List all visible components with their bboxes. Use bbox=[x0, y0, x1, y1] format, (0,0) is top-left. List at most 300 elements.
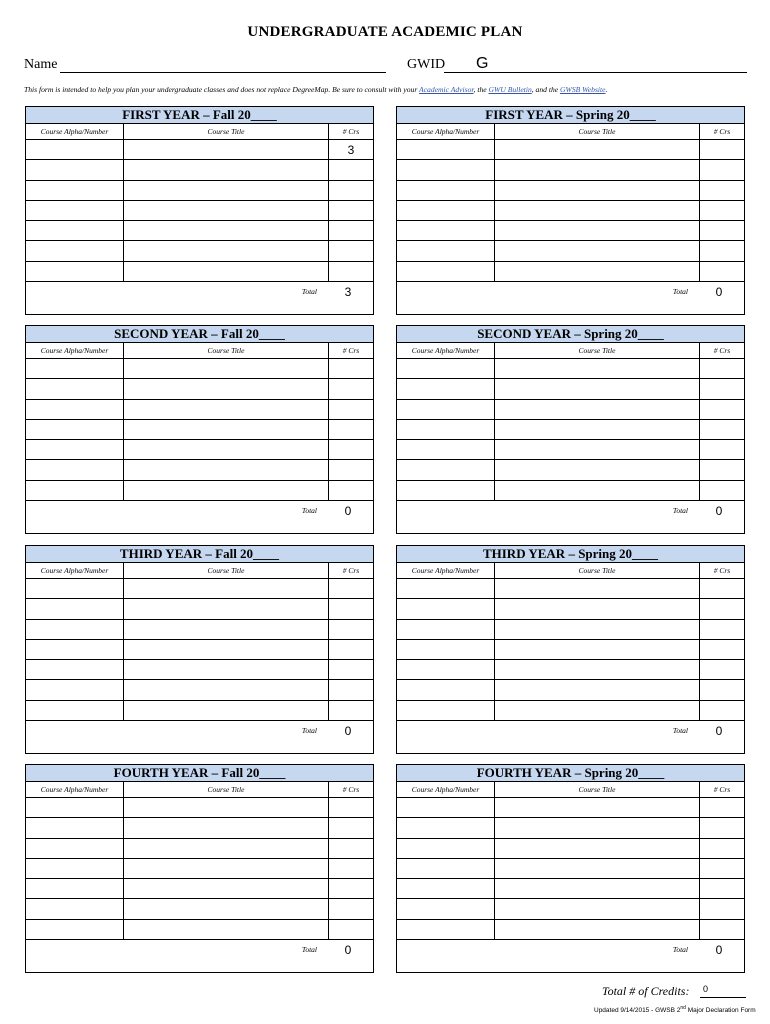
course-alpha-input[interactable] bbox=[26, 798, 124, 817]
course-credits-input[interactable] bbox=[700, 160, 744, 179]
course-alpha-input[interactable] bbox=[26, 460, 124, 479]
academic-advisor-link[interactable]: Academic Advisor bbox=[419, 85, 474, 94]
course-alpha-input[interactable] bbox=[397, 140, 495, 159]
course-alpha-input[interactable] bbox=[397, 818, 495, 837]
col-header-credits: # Crs bbox=[342, 346, 360, 355]
course-alpha-input[interactable] bbox=[26, 481, 124, 500]
course-credits-input[interactable] bbox=[700, 899, 744, 918]
course-credits-input[interactable] bbox=[329, 241, 373, 260]
col-header-course-alpha: Course Alpha/Number bbox=[397, 343, 495, 358]
course-title-input[interactable] bbox=[124, 660, 329, 679]
course-row bbox=[26, 201, 373, 221]
course-title-input[interactable] bbox=[124, 359, 329, 378]
course-credits-input[interactable] bbox=[700, 241, 744, 260]
course-row bbox=[26, 221, 373, 241]
course-credits-input[interactable] bbox=[700, 181, 744, 200]
course-row bbox=[26, 879, 373, 899]
course-row bbox=[397, 460, 744, 480]
total-label: Total bbox=[301, 287, 317, 297]
course-alpha-input[interactable] bbox=[26, 859, 124, 878]
course-credits-input[interactable] bbox=[700, 420, 744, 439]
course-title-input[interactable] bbox=[495, 899, 700, 918]
total-label: Total bbox=[301, 506, 317, 516]
gwsb-website-link[interactable]: GWSB Website bbox=[560, 85, 606, 94]
course-row bbox=[397, 400, 744, 420]
course-credits-input[interactable] bbox=[329, 160, 373, 179]
course-alpha-input[interactable] bbox=[26, 899, 124, 918]
course-credits-input[interactable] bbox=[329, 680, 373, 699]
total-label: Total bbox=[301, 726, 317, 736]
course-title-input[interactable] bbox=[124, 241, 329, 260]
total-row bbox=[397, 940, 744, 960]
course-alpha-input[interactable] bbox=[397, 400, 495, 419]
course-credits-input[interactable] bbox=[329, 899, 373, 918]
course-alpha-input[interactable] bbox=[397, 640, 495, 659]
col-header-course-title: Course Title bbox=[495, 782, 700, 797]
course-credits-input[interactable] bbox=[329, 660, 373, 679]
course-row bbox=[397, 181, 744, 201]
course-alpha-input[interactable] bbox=[397, 379, 495, 398]
course-row bbox=[26, 241, 373, 261]
course-alpha-input[interactable] bbox=[397, 221, 495, 240]
course-title-input[interactable] bbox=[495, 481, 700, 500]
course-alpha-input[interactable] bbox=[26, 262, 124, 281]
intro-text-start: This form is intended to help you plan your undergraduate classes and does not replace DegreeMap. Be sure to consult with your bbox=[24, 85, 420, 94]
course-title-input[interactable] bbox=[495, 859, 700, 878]
course-credits-input[interactable] bbox=[329, 839, 373, 858]
course-title-input[interactable] bbox=[124, 420, 329, 439]
course-title-input[interactable] bbox=[495, 680, 700, 699]
course-alpha-input[interactable] bbox=[26, 400, 124, 419]
intro-text-end: . bbox=[605, 85, 608, 94]
total-label: Total bbox=[672, 287, 688, 297]
course-title-input[interactable] bbox=[124, 879, 329, 898]
semester-table bbox=[396, 764, 745, 973]
col-header-course-title: Course Title bbox=[124, 124, 329, 139]
course-row bbox=[26, 798, 373, 818]
course-alpha-input[interactable] bbox=[397, 859, 495, 878]
course-credits-input[interactable] bbox=[700, 818, 744, 837]
course-alpha-input[interactable] bbox=[397, 481, 495, 500]
col-header-course-alpha: Course Alpha/Number bbox=[397, 124, 495, 139]
course-title-input[interactable] bbox=[495, 221, 700, 240]
course-credits-input[interactable] bbox=[329, 640, 373, 659]
course-alpha-input[interactable] bbox=[397, 680, 495, 699]
course-credits-input[interactable] bbox=[700, 201, 744, 220]
total-row bbox=[26, 282, 373, 302]
course-credits-input[interactable] bbox=[700, 221, 744, 240]
gwid-label: GWID bbox=[407, 57, 446, 72]
intro-text-mid2: , and the bbox=[531, 85, 561, 94]
course-alpha-input[interactable] bbox=[26, 701, 124, 720]
course-row bbox=[397, 839, 744, 859]
course-credits-input[interactable] bbox=[329, 798, 373, 817]
total-row bbox=[397, 721, 744, 741]
course-credits-input[interactable] bbox=[329, 920, 373, 939]
total-row bbox=[397, 501, 744, 521]
course-title-input[interactable] bbox=[495, 262, 700, 281]
course-title-input[interactable] bbox=[124, 701, 329, 720]
col-header-course-title: Course Title bbox=[495, 124, 700, 139]
col-header-course-title: Course Title bbox=[495, 343, 700, 358]
course-row bbox=[26, 660, 373, 680]
course-alpha-input[interactable] bbox=[26, 221, 124, 240]
semester-total-field[interactable]: 0 bbox=[715, 285, 723, 300]
total-credits-field[interactable]: 0 bbox=[700, 984, 746, 998]
course-credits-input[interactable] bbox=[329, 379, 373, 398]
course-title-input[interactable] bbox=[495, 599, 700, 618]
course-row bbox=[397, 221, 744, 241]
total-row bbox=[26, 721, 373, 741]
col-header-credits: # Crs bbox=[713, 566, 731, 575]
course-alpha-input[interactable] bbox=[397, 241, 495, 260]
col-header-course-title: Course Title bbox=[124, 563, 329, 578]
course-credits-input[interactable] bbox=[329, 859, 373, 878]
course-title-input[interactable] bbox=[495, 879, 700, 898]
course-alpha-input[interactable] bbox=[26, 140, 124, 159]
course-title-input[interactable] bbox=[495, 201, 700, 220]
course-alpha-input[interactable] bbox=[397, 201, 495, 220]
course-title-input[interactable] bbox=[495, 620, 700, 639]
semester-title: THIRD YEAR – Spring 20____ bbox=[397, 546, 744, 563]
col-header-course-alpha: Course Alpha/Number bbox=[26, 343, 124, 358]
column-headers bbox=[26, 343, 373, 359]
course-credits-input[interactable] bbox=[700, 262, 744, 281]
gwid-field[interactable]: G bbox=[444, 55, 747, 73]
course-row bbox=[26, 579, 373, 599]
course-alpha-input[interactable] bbox=[397, 359, 495, 378]
course-alpha-input[interactable] bbox=[26, 201, 124, 220]
col-header-credits: # Crs bbox=[342, 127, 360, 136]
course-row bbox=[397, 481, 744, 501]
course-row bbox=[397, 420, 744, 440]
course-alpha-input[interactable] bbox=[26, 660, 124, 679]
course-credits-input[interactable] bbox=[329, 440, 373, 459]
course-title-input[interactable] bbox=[495, 400, 700, 419]
course-credits-input[interactable] bbox=[700, 579, 744, 598]
total-label: Total bbox=[672, 506, 688, 516]
intro-text bbox=[24, 85, 754, 94]
course-alpha-input[interactable] bbox=[397, 460, 495, 479]
course-title-input[interactable] bbox=[495, 579, 700, 598]
course-title-input[interactable] bbox=[495, 798, 700, 817]
course-title-input[interactable] bbox=[495, 379, 700, 398]
course-row bbox=[26, 899, 373, 919]
course-credits-input[interactable] bbox=[700, 920, 744, 939]
semester-total-field[interactable]: 0 bbox=[344, 943, 352, 958]
course-title-input[interactable] bbox=[124, 818, 329, 837]
course-credits-input[interactable] bbox=[329, 221, 373, 240]
course-credits-input[interactable] bbox=[700, 359, 744, 378]
total-row bbox=[26, 940, 373, 960]
course-row bbox=[397, 859, 744, 879]
course-credits-input[interactable] bbox=[700, 481, 744, 500]
course-title-input[interactable] bbox=[124, 460, 329, 479]
course-title-input[interactable] bbox=[124, 920, 329, 939]
column-headers bbox=[397, 124, 744, 140]
course-title-input[interactable] bbox=[124, 262, 329, 281]
course-alpha-input[interactable] bbox=[26, 440, 124, 459]
col-header-credits: # Crs bbox=[713, 785, 731, 794]
course-credits-input[interactable] bbox=[700, 660, 744, 679]
course-credits-input[interactable] bbox=[329, 460, 373, 479]
course-alpha-input[interactable] bbox=[397, 798, 495, 817]
name-label: Name bbox=[24, 57, 58, 72]
course-title-input[interactable] bbox=[495, 660, 700, 679]
course-credits-input[interactable] bbox=[700, 599, 744, 618]
course-row bbox=[397, 160, 744, 180]
col-header-course-alpha: Course Alpha/Number bbox=[397, 563, 495, 578]
total-label: Total bbox=[672, 726, 688, 736]
ordinal-suffix: nd bbox=[680, 1005, 686, 1011]
course-row bbox=[26, 359, 373, 379]
semester-table bbox=[396, 325, 745, 534]
course-title-input[interactable] bbox=[124, 798, 329, 817]
total-row bbox=[26, 501, 373, 521]
semester-table bbox=[396, 106, 745, 315]
course-title-input[interactable] bbox=[124, 899, 329, 918]
course-alpha-input[interactable] bbox=[26, 579, 124, 598]
course-title-input[interactable] bbox=[124, 599, 329, 618]
col-header-credits: # Crs bbox=[713, 346, 731, 355]
semester-table bbox=[396, 545, 745, 754]
course-credits-input[interactable] bbox=[700, 620, 744, 639]
course-title-input[interactable] bbox=[124, 481, 329, 500]
course-row bbox=[397, 920, 744, 940]
course-row bbox=[26, 680, 373, 700]
course-title-input[interactable] bbox=[495, 920, 700, 939]
course-credits-input[interactable] bbox=[329, 701, 373, 720]
course-title-input[interactable] bbox=[124, 620, 329, 639]
course-alpha-input[interactable] bbox=[26, 879, 124, 898]
course-credits-input[interactable] bbox=[329, 818, 373, 837]
course-alpha-input[interactable] bbox=[26, 181, 124, 200]
semester-total-field[interactable]: 3 bbox=[344, 285, 352, 300]
column-headers bbox=[26, 782, 373, 798]
course-title-input[interactable] bbox=[124, 379, 329, 398]
course-row bbox=[26, 920, 373, 940]
course-credits-input[interactable] bbox=[700, 460, 744, 479]
course-row bbox=[397, 879, 744, 899]
course-title-input[interactable] bbox=[495, 701, 700, 720]
course-row bbox=[397, 379, 744, 399]
course-alpha-input[interactable] bbox=[26, 920, 124, 939]
course-row bbox=[26, 701, 373, 721]
course-row bbox=[397, 579, 744, 599]
course-title-input[interactable] bbox=[495, 440, 700, 459]
column-headers bbox=[397, 563, 744, 579]
course-alpha-input[interactable] bbox=[397, 839, 495, 858]
course-row bbox=[26, 859, 373, 879]
course-title-input[interactable] bbox=[124, 859, 329, 878]
course-credits-input[interactable] bbox=[329, 620, 373, 639]
course-alpha-input[interactable] bbox=[397, 579, 495, 598]
column-headers bbox=[26, 563, 373, 579]
semester-table bbox=[25, 106, 374, 315]
course-title-input[interactable] bbox=[495, 640, 700, 659]
course-alpha-input[interactable] bbox=[397, 420, 495, 439]
col-header-course-alpha: Course Alpha/Number bbox=[397, 782, 495, 797]
footer-text bbox=[594, 1005, 756, 1014]
course-row bbox=[26, 460, 373, 480]
course-alpha-input[interactable] bbox=[26, 818, 124, 837]
course-credits-input[interactable] bbox=[329, 879, 373, 898]
course-title-input[interactable] bbox=[495, 460, 700, 479]
semester-total-field[interactable]: 0 bbox=[715, 504, 723, 519]
course-credits-input[interactable] bbox=[329, 599, 373, 618]
course-alpha-input[interactable] bbox=[26, 379, 124, 398]
col-header-course-alpha: Course Alpha/Number bbox=[26, 782, 124, 797]
course-alpha-input[interactable] bbox=[397, 262, 495, 281]
course-credits-input[interactable] bbox=[329, 181, 373, 200]
semester-table bbox=[25, 764, 374, 973]
course-alpha-input[interactable] bbox=[397, 701, 495, 720]
course-credits-input[interactable] bbox=[329, 579, 373, 598]
semester-total-field[interactable]: 0 bbox=[344, 724, 352, 739]
course-title-input[interactable] bbox=[495, 160, 700, 179]
course-row bbox=[26, 400, 373, 420]
course-title-input[interactable] bbox=[124, 680, 329, 699]
course-title-input[interactable] bbox=[124, 400, 329, 419]
total-credits-label: Total # of Credits: bbox=[602, 984, 690, 998]
course-row bbox=[397, 701, 744, 721]
total-row bbox=[397, 282, 744, 302]
semester-table bbox=[25, 545, 374, 754]
course-title-input[interactable] bbox=[124, 221, 329, 240]
course-alpha-input[interactable] bbox=[397, 599, 495, 618]
course-row bbox=[397, 599, 744, 619]
course-credits-input[interactable] bbox=[700, 140, 744, 159]
course-alpha-input[interactable] bbox=[26, 599, 124, 618]
course-credits-input[interactable]: 3 bbox=[347, 143, 355, 157]
course-alpha-input[interactable] bbox=[26, 241, 124, 260]
col-header-course-title: Course Title bbox=[124, 782, 329, 797]
course-title-input[interactable] bbox=[124, 579, 329, 598]
course-row bbox=[26, 818, 373, 838]
course-alpha-input[interactable] bbox=[397, 620, 495, 639]
course-row bbox=[397, 262, 744, 282]
col-header-course-alpha: Course Alpha/Number bbox=[26, 124, 124, 139]
course-row bbox=[26, 160, 373, 180]
course-credits-input[interactable] bbox=[700, 839, 744, 858]
course-row bbox=[397, 640, 744, 660]
course-alpha-input[interactable] bbox=[26, 839, 124, 858]
course-row bbox=[397, 620, 744, 640]
course-row bbox=[26, 839, 373, 859]
course-alpha-input[interactable] bbox=[397, 181, 495, 200]
semester-total-field[interactable]: 0 bbox=[344, 504, 352, 519]
course-alpha-input[interactable] bbox=[26, 359, 124, 378]
column-headers bbox=[397, 343, 744, 359]
name-field[interactable] bbox=[60, 58, 386, 73]
course-alpha-input[interactable] bbox=[397, 899, 495, 918]
semester-title: FOURTH YEAR – Fall 20____ bbox=[26, 765, 373, 782]
course-title-input[interactable] bbox=[495, 359, 700, 378]
course-row bbox=[26, 620, 373, 640]
course-credits-input[interactable] bbox=[329, 481, 373, 500]
course-title-input[interactable] bbox=[124, 839, 329, 858]
course-alpha-input[interactable] bbox=[397, 440, 495, 459]
course-credits-input[interactable] bbox=[700, 440, 744, 459]
course-title-input[interactable] bbox=[495, 818, 700, 837]
course-credits-input[interactable] bbox=[700, 400, 744, 419]
course-credits-input[interactable] bbox=[329, 262, 373, 281]
total-label: Total bbox=[672, 945, 688, 955]
semester-title: SECOND YEAR – Fall 20____ bbox=[26, 326, 373, 343]
course-title-input[interactable] bbox=[124, 160, 329, 179]
column-headers bbox=[26, 124, 373, 140]
course-credits-input[interactable] bbox=[700, 859, 744, 878]
course-title-input[interactable] bbox=[124, 640, 329, 659]
course-row bbox=[397, 660, 744, 680]
course-alpha-input[interactable] bbox=[397, 879, 495, 898]
col-header-course-alpha: Course Alpha/Number bbox=[26, 563, 124, 578]
course-row bbox=[397, 818, 744, 838]
course-alpha-input[interactable] bbox=[397, 920, 495, 939]
course-title-input[interactable] bbox=[495, 181, 700, 200]
course-alpha-input[interactable] bbox=[26, 160, 124, 179]
course-credits-input[interactable] bbox=[700, 640, 744, 659]
col-header-course-title: Course Title bbox=[495, 563, 700, 578]
semester-title: THIRD YEAR – Fall 20____ bbox=[26, 546, 373, 563]
course-credits-input[interactable] bbox=[700, 879, 744, 898]
course-title-input[interactable] bbox=[124, 181, 329, 200]
semester-total-field[interactable]: 0 bbox=[715, 943, 723, 958]
course-row bbox=[26, 599, 373, 619]
course-credits-input[interactable] bbox=[700, 680, 744, 699]
course-row bbox=[26, 181, 373, 201]
course-alpha-input[interactable] bbox=[26, 640, 124, 659]
gwu-bulletin-link[interactable]: GWU Bulletin bbox=[488, 85, 532, 94]
course-title-input[interactable] bbox=[124, 140, 329, 159]
column-headers bbox=[397, 782, 744, 798]
course-row bbox=[397, 899, 744, 919]
course-credits-input[interactable] bbox=[329, 201, 373, 220]
course-title-input[interactable] bbox=[495, 241, 700, 260]
course-alpha-input[interactable] bbox=[26, 680, 124, 699]
course-alpha-input[interactable] bbox=[26, 620, 124, 639]
course-title-input[interactable] bbox=[495, 839, 700, 858]
col-header-credits: # Crs bbox=[713, 127, 731, 136]
semester-title: FOURTH YEAR – Spring 20____ bbox=[397, 765, 744, 782]
semester-table bbox=[25, 325, 374, 534]
course-alpha-input[interactable] bbox=[26, 420, 124, 439]
course-title-input[interactable] bbox=[495, 140, 700, 159]
course-title-input[interactable] bbox=[124, 201, 329, 220]
course-alpha-input[interactable] bbox=[397, 660, 495, 679]
course-credits-input[interactable] bbox=[700, 379, 744, 398]
course-title-input[interactable] bbox=[495, 420, 700, 439]
course-credits-input[interactable] bbox=[700, 798, 744, 817]
footer-note: Updated 9/14/2015 - GWSB 2nd Major Declaration Form bbox=[594, 1005, 756, 1015]
course-credits-input[interactable] bbox=[700, 701, 744, 720]
intro-text-mid1: , the bbox=[473, 85, 489, 94]
col-header-credits: # Crs bbox=[342, 785, 360, 794]
course-row bbox=[397, 440, 744, 460]
course-credits-input[interactable] bbox=[329, 420, 373, 439]
course-title-input[interactable] bbox=[124, 440, 329, 459]
course-credits-input[interactable] bbox=[329, 400, 373, 419]
semester-total-field[interactable]: 0 bbox=[715, 724, 723, 739]
course-alpha-input[interactable] bbox=[397, 160, 495, 179]
course-credits-input[interactable] bbox=[329, 359, 373, 378]
course-row bbox=[26, 640, 373, 660]
course-row bbox=[26, 379, 373, 399]
semester-title: FIRST YEAR – Fall 20____ bbox=[26, 107, 373, 124]
col-header-credits: # Crs bbox=[342, 566, 360, 575]
semester-title: FIRST YEAR – Spring 20____ bbox=[397, 107, 744, 124]
course-row bbox=[397, 201, 744, 221]
